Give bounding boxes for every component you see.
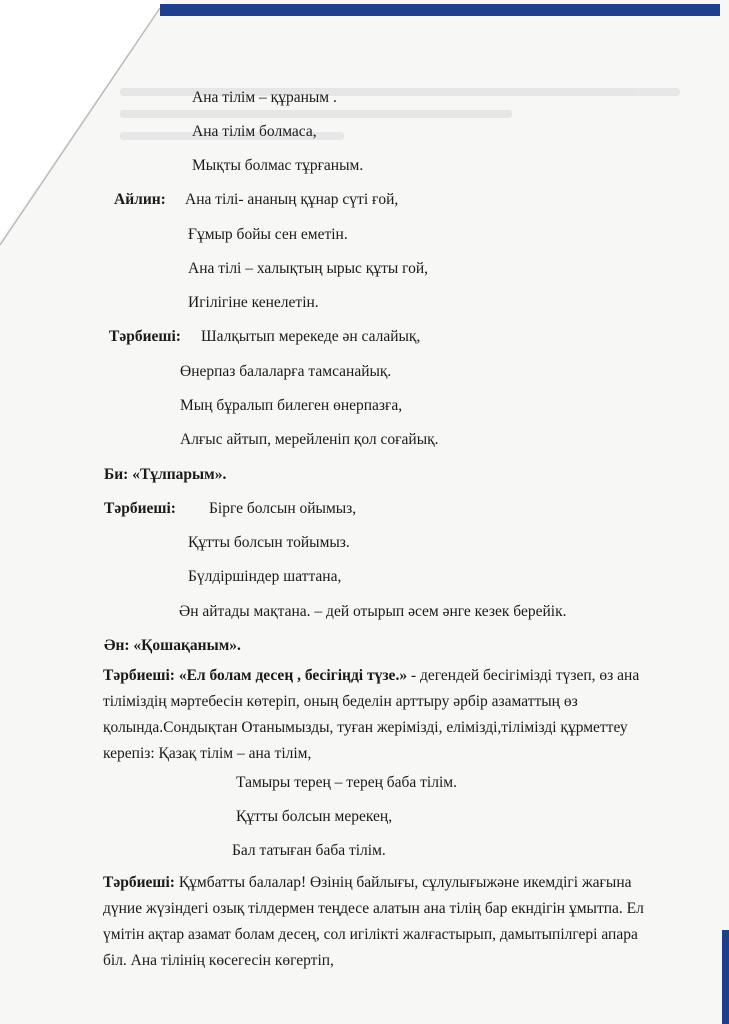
poem-line: Мың бұралып билеген өнерпазға, <box>180 397 403 414</box>
poem-line: Ана тілі- ананың құнар сүті ғой, <box>185 191 399 208</box>
poem-line: Ана тілі – халықтың ырыс құты гой, <box>188 260 429 277</box>
poem-line: Ана тілім – құраным . <box>192 89 337 106</box>
speaker-label: Тәрбиеші: <box>109 328 181 345</box>
poem-line: Тамыры терең – терең баба тілім. <box>236 774 457 791</box>
paragraph-2 <box>103 870 653 974</box>
poem-line: Құтты болсын мерекең, <box>236 808 393 825</box>
poem-line: Шалқытып мерекеде ән салайық, <box>201 328 421 345</box>
poem-line: Бірге болсын ойымыз, <box>209 500 357 517</box>
paragraph-text: Құмбатты балалар! Өзінің байлығы, сұлулығыжәне икемдігі жағына дүние жүзіндегі озық тілдермен теңдесе алатын ана тілің бар екндігін ұмытпа. Ел үмітін ақтар азамат болам десең, сол игілікті жалғастырып, дамытыпілгері апара біл. Ана тілінің көсегесін көгертіп, <box>103 874 644 969</box>
scan-edge-right <box>722 930 729 1024</box>
poem-line: Ғұмыр бойы сен еметін. <box>188 226 348 243</box>
song-heading: Ән: «Қошақаным». <box>104 637 241 654</box>
poem-line: Құтты болсын тойымыз. <box>188 534 350 551</box>
poem-line: Алғыс айтып, мерейленіп қол соғайық. <box>180 431 439 448</box>
speaker-label: Айлин: <box>114 191 166 208</box>
poem-line: Бүлдіршіндер шаттана, <box>188 568 342 585</box>
scan-edge-top <box>160 4 720 16</box>
dance-heading: Би: «Тұлпарым». <box>104 466 227 483</box>
poem-line: Ана тілім болмаса, <box>192 123 317 140</box>
paragraph-1 <box>103 663 653 767</box>
paragraph-text: - дегендей бесігімізді түзеп, өз ана тіліміздің мәртебесін көтеріп, оның беделін арттыру әрбір азаматтың өз қолында.Сондықтан Отанымызды, туған жерімізді, елімізді,тілімізді құрметтеу керепіз: Қазақ тілім – ана тілім, <box>103 667 640 762</box>
speaker-label: Тәрбиеші: «Ел болам десең , бесігіңді түзе.» <box>103 667 408 684</box>
poem-line: Игілігіне кенелетін. <box>188 294 319 311</box>
speaker-label: Тәрбиеші: <box>104 500 176 517</box>
poem-line: Өнерпаз балаларға тамсанайық. <box>180 363 392 380</box>
poem-line: Бал татыған баба тілім. <box>232 842 386 859</box>
poem-line: Мықты болмас тұрғаным. <box>192 157 364 174</box>
speaker-label: Тәрбиеші: <box>103 874 175 891</box>
poem-line: Ән айтады мақтана. – дей отырып әсем әнге кезек берейік. <box>179 603 567 620</box>
